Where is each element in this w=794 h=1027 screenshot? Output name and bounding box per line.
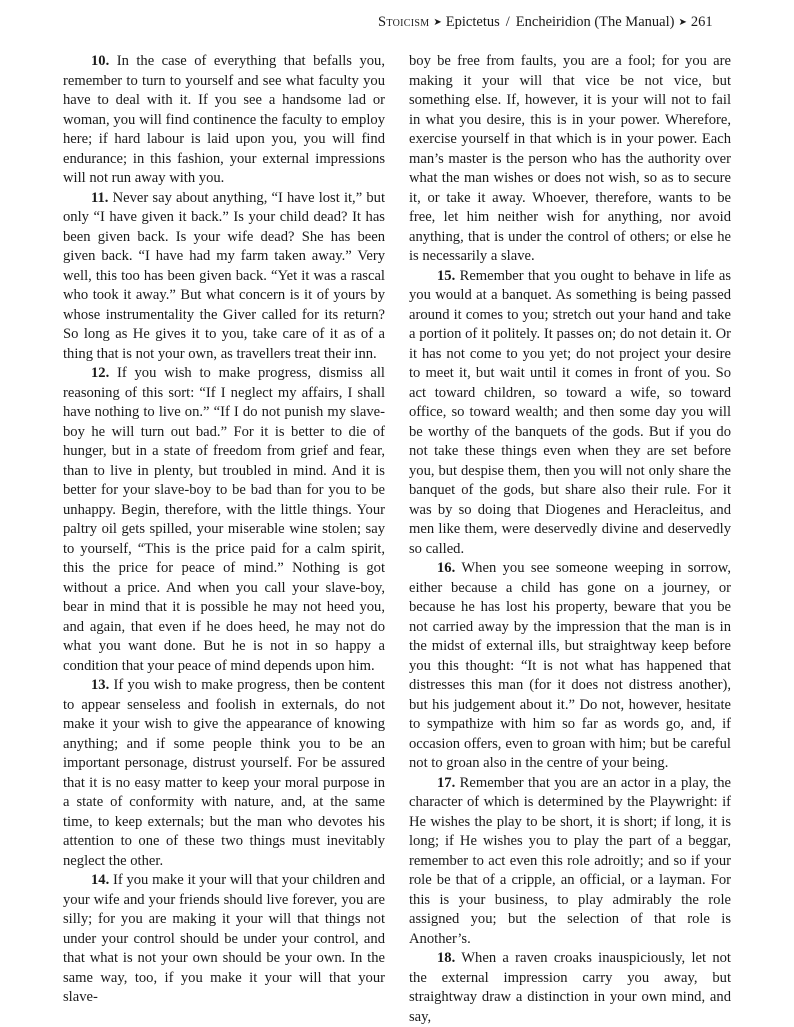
paragraph-14-continued xyxy=(409,52,731,267)
section-title: Stoicism xyxy=(378,14,430,30)
paragraph-text: When you see someone weeping in sorrow, either because a child has gone on a journey, or because he has lost his property, beware that you be not carried away by the impression that the man is in the midst of external ills, but straightway keep before you this thought: “It is not what has happened that distresses this man (for it does not distress another), but his judgement about it.” Do not, however, hesitate to sympathize with him so far as words go, and, if occasion offers, even to groan with him; but be careful not to groan also in the centre of your being. xyxy=(409,560,731,771)
paragraph-text: In the case of everything that befalls you, remember to turn to yourself and see what faculty you have to deal with it. If you see a handsome lad or woman, you will find continence the faculty to employ here; if hard labour is laid upon you, you will find endurance; in this fashion, your external impressions will not run away with you. xyxy=(63,53,385,186)
paragraph-text: Never say about anything, “I have lost it,” but only “I have given it back.” Is your child dead? It has been given back. Is your wife dead? She has been given back. “I have had my farm taken away.” Very well, this too has been given back. “Yet it was a rascal who took it away.” But what concern is it of yours by whose instrumentality the Giver called for its return? So long as He gives it to you, take care of it as of a thing that is not your own, as travellers treat their inn. xyxy=(63,189,385,362)
paragraph-14 xyxy=(63,871,385,1008)
paragraph-text: When a raven croaks inauspiciously, let not the external impression carry you away, but straightway draw a distinction in your own mind, and say, xyxy=(409,950,731,1025)
paragraph-number: 10. xyxy=(91,53,110,69)
paragraph-12 xyxy=(63,364,385,676)
running-head xyxy=(378,14,744,31)
paragraph-number: 15. xyxy=(437,267,456,284)
slash-divider: / xyxy=(505,14,510,30)
diamond-arrow-icon: ➤ xyxy=(433,17,442,28)
paragraph-15 xyxy=(409,267,731,560)
paragraph-10 xyxy=(63,52,385,189)
paragraph-text: Remember that you are an actor in a play, the character of which is determined by the Playwright: if He wishes the play to be short, it is short; if long, it is long; if He wishes you to play the part of a beggar, remember to act even this role adroitly; and so if your role be that of a cripple, an official, or a layman. For this is your business, to play admirably the role assigned you; but the selection of that role is Another’s. xyxy=(409,774,731,947)
paragraph-number: 12. xyxy=(91,365,110,381)
paragraph-text: boy be free from faults, you are a fool; for you are making it your will that vice be not vice, but something else. If, however, it is your will not to fail in what you desire, this is in your power. Wherefore, exercise yourself in that which is in your power. Each man’s master is the person who has the authority over what the man wishes or does not wish, so as to secure it, or take it away. Whoever, therefore, wants to be free, let him neither wish for anything, nor avoid anything, that is under the control of others; or else he is necessarily a slave. xyxy=(409,53,731,264)
paragraph-18 xyxy=(409,949,731,1027)
paragraph-13 xyxy=(63,676,385,871)
paragraph-17 xyxy=(409,774,731,950)
right-column xyxy=(409,52,731,1025)
paragraph-text: If you wish to make progress, dismiss all reasoning of this sort: “If I neglect my affairs, I shall have nothing to live on.” “If I do not punish my slave-boy he will turn out bad.” For it is better to die of hunger, but in a state of freedom from grief and fear, than to live in plenty, but troubled in mind. And it is better for your slave-boy to be bad than for you to be unhappy. Begin, therefore, with the little things. Your paltry oil gets spilled, your miserable wine stolen; say to yourself, “This is the price paid for a calm spirit, this the price for peace of mind.” Nothing is got without a price. And when you call your slave-boy, bear in mind that it is possible he may not heed you, and again, that even if he does heed, he may not do what you want done. But he is not in so happy a condition that your peace of mind depends upon him. xyxy=(63,365,385,674)
page-number: 261 xyxy=(690,14,713,30)
paragraph-text: If you wish to make progress, then be content to appear senseless and foolish in externals, do not make it your wish to give the appearance of knowing anything; and if some people think you to be an important personage, distrust yourself. For be assured that it is no easy matter to keep your moral purpose in a state of conformity with nature, and, at the same time, to keep externals; but the man who devotes his attention to one of these two things must inevitably neglect the other. xyxy=(63,677,385,869)
left-column xyxy=(63,52,385,1005)
paragraph-number: 14. xyxy=(91,872,110,888)
paragraph-text: If you make it your will that your children and your wife and your friends should live forever, you are silly; for you are making it your will that things not under your control should be under your control, and that what is not your own should be your own. In the same way, too, if you make it your will that your slave- xyxy=(63,872,385,1005)
paragraph-16 xyxy=(409,559,731,774)
paragraph-number: 13. xyxy=(91,677,110,693)
paragraph-number: 11. xyxy=(91,189,109,206)
paragraph-text: Remember that you ought to behave in life as you would at a banquet. As something is being passed around it comes to you; stretch out your hand and take a portion of it politely. It passes on; do not detain it. Or it has not come to you yet; do not project your desire to meet it, but wait until it comes in front of you. So act toward children, so toward a wife, so toward office, so toward wealth; and then some day you will be worthy of the banquets of the gods. But if you do not take these things even when they are set before you, but despise them, then you will not only share the banquet of the gods, but share also their rule. For it was by so doing that Diogenes and Heracleitus, and men like them, were deservedly divine and deservedly so called. xyxy=(409,267,731,557)
paragraph-number: 17. xyxy=(437,774,456,791)
work-title: Encheiridion (The Manual) xyxy=(515,14,675,30)
diamond-arrow-icon: ➤ xyxy=(678,17,687,28)
paragraph-number: 18. xyxy=(437,950,456,966)
paragraph-number: 16. xyxy=(437,560,456,576)
author-name: Epictetus xyxy=(445,14,500,30)
paragraph-11 xyxy=(63,189,385,365)
